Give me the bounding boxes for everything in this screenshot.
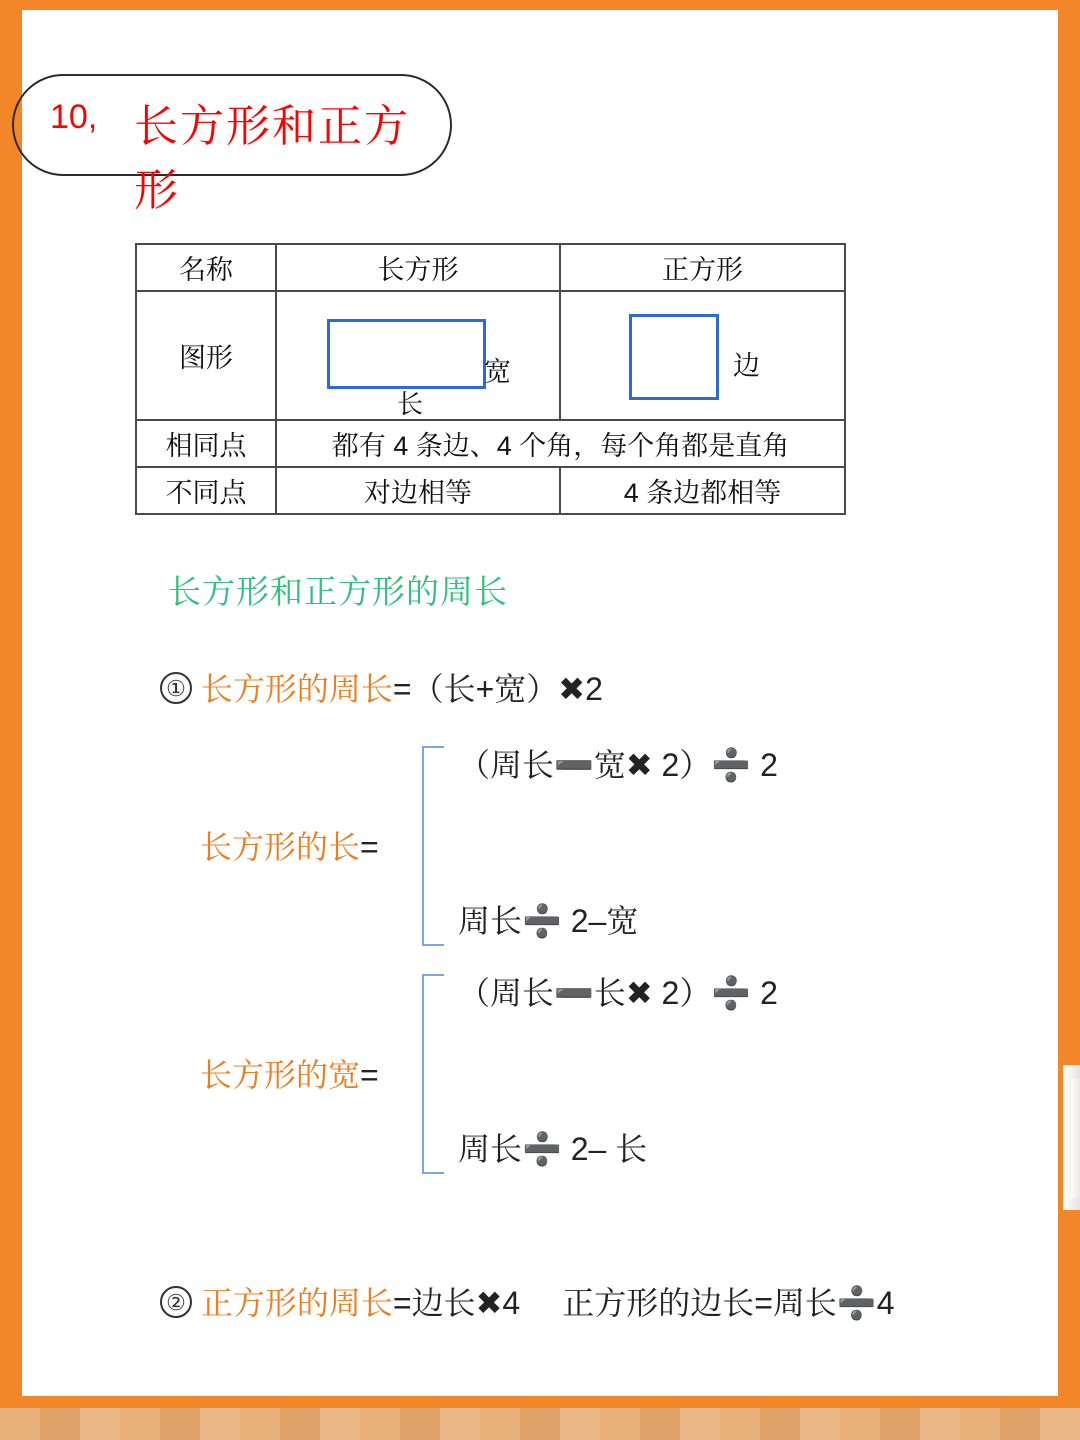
cell-rectangle-difference: 对边相等 xyxy=(276,467,560,514)
brace-label-length-equals: = xyxy=(360,829,379,865)
square-shape xyxy=(629,314,719,400)
formula-2-expression-b: =周长➗4 xyxy=(754,1285,895,1321)
formula-square-perimeter xyxy=(160,1278,895,1324)
cell-rectangle-figure xyxy=(276,291,560,420)
brace-bracket-width xyxy=(422,974,444,1174)
brace-label-length xyxy=(200,822,379,868)
rectangle-width-label: 宽 xyxy=(484,357,511,387)
title-number: 10, xyxy=(50,98,98,136)
brace-group-length xyxy=(200,740,960,955)
brace-label-width-equals: = xyxy=(360,1057,379,1093)
length-formula-bottom: 周长➗ 2–宽 xyxy=(458,903,639,939)
table-row-similarities xyxy=(136,420,845,467)
brace-label-width xyxy=(200,1050,379,1096)
table-row-differences xyxy=(136,467,845,514)
comparison-table xyxy=(135,243,846,515)
formula-1-expression: =（长+宽）✖2 xyxy=(392,671,603,707)
page-edge-shadow-inner xyxy=(1071,1078,1080,1198)
cell-square-difference: 4 条边都相等 xyxy=(560,467,845,514)
title-capsule xyxy=(12,74,452,215)
row-label-similarity: 相同点 xyxy=(136,420,276,467)
width-formula-top: （周长➖长✖ 2）➗ 2 xyxy=(458,975,778,1011)
brace-bracket-length xyxy=(422,746,444,946)
row-label-figure: 图形 xyxy=(136,291,276,420)
formula-2-name-a: 正方形的周长 xyxy=(200,1285,393,1321)
brace-group-width xyxy=(200,968,960,1183)
section-heading-perimeter: 长方形和正方形的周长 xyxy=(168,573,508,610)
square-side-label: 边 xyxy=(733,351,760,381)
length-formula-top: （周长➖宽✖ 2）➗ 2 xyxy=(458,747,778,783)
list-marker-1: ① xyxy=(160,672,192,704)
list-marker-2: ② xyxy=(160,1286,192,1318)
cell-square-figure xyxy=(560,291,845,420)
width-formula-bottom: 周长➗ 2– 长 xyxy=(458,1131,648,1167)
table-header-row xyxy=(136,244,845,291)
header-cell-square: 正方形 xyxy=(560,244,845,291)
formula-2-expression-a: =边长✖4 xyxy=(392,1285,521,1321)
formula-rectangle-perimeter xyxy=(160,664,603,710)
row-label-difference: 不同点 xyxy=(136,467,276,514)
header-cell-rectangle: 长方形 xyxy=(276,244,560,291)
rectangle-length-label: 长 xyxy=(397,389,424,419)
formula-2-name-b: 正方形的边长 xyxy=(562,1285,755,1321)
table-row-figures xyxy=(136,291,845,420)
formula-1-name: 长方形的周长 xyxy=(200,671,393,707)
brace-label-width-text: 长方形的宽 xyxy=(200,1057,361,1093)
rectangle-shape xyxy=(327,319,486,389)
cell-similarity-content: 都有 4 条边、4 个角，每个角都是直角 xyxy=(276,420,845,467)
header-cell-name: 名称 xyxy=(136,244,276,291)
brace-label-length-text: 长方形的长 xyxy=(200,829,361,865)
page-title: 长方形和正方形 xyxy=(134,102,410,215)
